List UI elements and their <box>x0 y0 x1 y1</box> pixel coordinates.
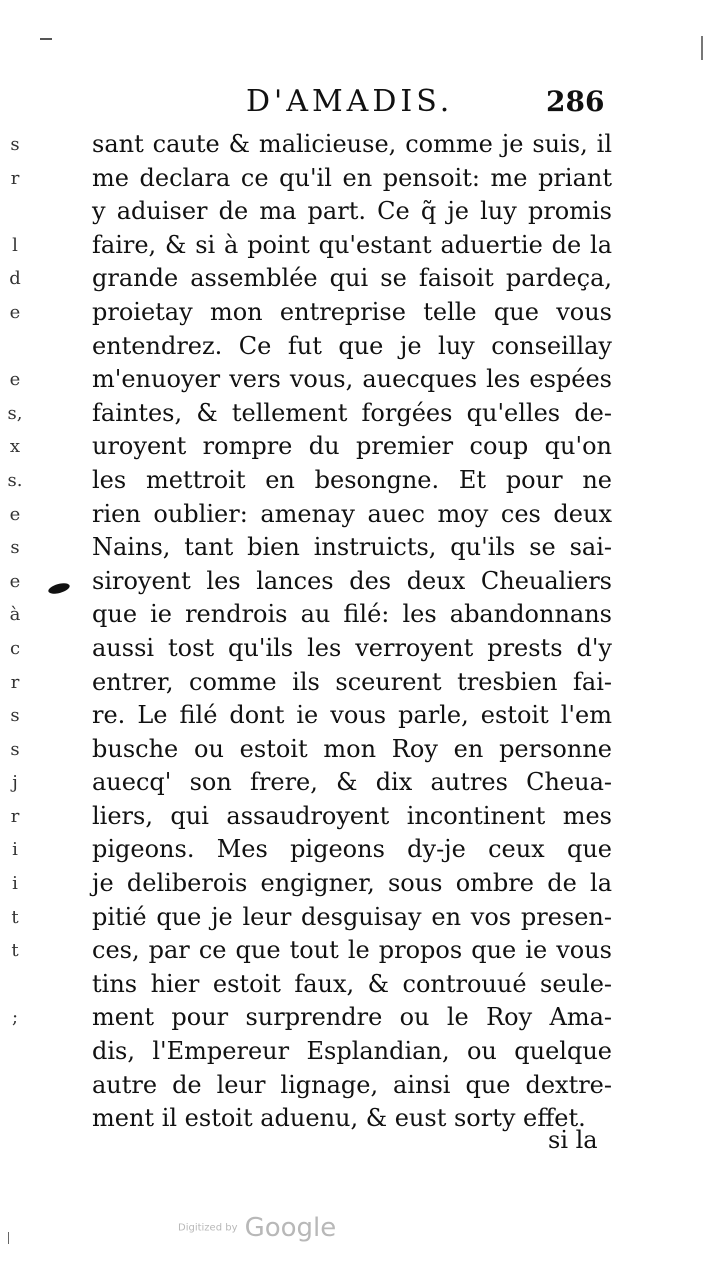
text-line: grande assemblée qui se faisoit pardeça, <box>92 264 612 293</box>
corner-mark <box>40 38 52 40</box>
margin-mark: r <box>10 167 20 189</box>
margin-mark <box>0 330 30 364</box>
text-line: les mettroit en besongne. Et pour ne <box>92 465 612 494</box>
margin-mark: s <box>10 537 20 559</box>
margin-mark: x <box>9 436 21 458</box>
watermark-digitized-label: Digitized by <box>178 1222 238 1234</box>
text-line: entrer, comme ils sceurent tresbien fai- <box>92 667 612 696</box>
margin-mark: s <box>10 134 20 155</box>
text-line: pitié que je leur desguisay en vos presen- <box>92 902 612 931</box>
margin-mark: ; <box>11 1007 19 1029</box>
google-logo: Google <box>244 1213 337 1243</box>
margin-mark <box>0 195 30 229</box>
margin-mark: i <box>12 839 18 861</box>
text-line: uroyent rompre du premier coup qu'on <box>92 432 612 461</box>
text-line: ment pour surprendre ou le Roy Ama- <box>92 1003 612 1032</box>
text-line: proietay mon entreprise telle que vous <box>92 297 612 326</box>
edge-mark <box>701 36 703 60</box>
text-line: Nains, tant bien instruicts, qu'ils se sai- <box>92 533 612 562</box>
margin-mark: e <box>9 503 21 525</box>
bottom-left-mark <box>8 1232 9 1244</box>
text-line: aussi tost qu'ils les verroyent prests d'y <box>92 633 612 662</box>
text-line: y aduiser de ma part. Ce q̃ je luy promis <box>92 197 612 226</box>
margin-mark: l <box>12 234 18 256</box>
margin-mark: s. <box>7 469 23 491</box>
text-line: sant caute & malicieuse, comme je suis, il <box>92 130 612 158</box>
text-line: faire, & si à point qu'estant aduertie de la <box>92 230 612 259</box>
margin-mark: i <box>12 873 18 895</box>
margin-mark: s, <box>7 402 23 424</box>
margin-mark: e <box>9 301 21 323</box>
text-line: liers, qui assaudroyent incontinent mes <box>92 801 612 830</box>
digitized-by-google-watermark <box>178 1213 336 1243</box>
margin-mark: c <box>9 637 21 659</box>
margin-mark <box>0 968 30 1002</box>
text-line: siroyent les lances des deux Cheualiers <box>92 566 612 595</box>
text-line: que ie rendrois au filé: les abandonnans <box>92 600 612 629</box>
text-line: dis, l'Empereur Esplandian, ou quelque <box>92 1037 612 1066</box>
text-line: tins hier estoit faux, & controuué seule- <box>92 969 612 998</box>
text-line: ment il estoit aduenu, & eust sorty effet. <box>92 1104 586 1133</box>
text-line: re. Le filé dont ie vous parle, estoit l'em <box>92 701 612 730</box>
text-line: me declara ce qu'il en pensoit: me priant <box>92 163 612 192</box>
text-line: autre de leur lignage, ainsi que dextre- <box>92 1070 612 1099</box>
body-text <box>92 128 612 1136</box>
running-head: D'AMADIS. <box>246 84 454 119</box>
margin-mark: e <box>9 570 21 592</box>
margin-mark: t <box>11 906 19 928</box>
margin-mark: t <box>11 940 19 962</box>
margin-mark: s <box>10 705 20 727</box>
margin-mark: d <box>9 268 21 290</box>
catchword: si la <box>548 1126 598 1154</box>
text-line: rien oublier: amenay auec moy ces deux <box>92 499 612 528</box>
margin-mark: s <box>10 738 20 760</box>
page-number: 286 <box>546 85 605 118</box>
margin-mark: e <box>9 369 21 391</box>
page-header <box>0 82 722 122</box>
margin-mark: j <box>12 772 18 794</box>
margin-mark: r <box>10 671 20 693</box>
text-line: je deliberois engigner, sous ombre de la <box>92 869 612 898</box>
text-line: busche ou estoit mon Roy en personne <box>92 734 612 763</box>
margin-mark: r <box>10 805 20 827</box>
ink-blot <box>47 581 71 595</box>
left-margin-bleedthrough <box>0 128 30 1035</box>
text-line: pigeons. Mes pigeons dy-je ceux que <box>92 835 612 864</box>
text-line: entendrez. Ce fut que je luy conseillay <box>92 331 612 360</box>
text-line: m'enuoyer vers vous, auecques les espées <box>92 365 612 394</box>
text-line: ces, par ce que tout le propos que ie vous <box>92 936 612 965</box>
text-line: faintes, & tellement forgées qu'elles de- <box>92 398 612 427</box>
text-line: auecq' son frere, & dix autres Cheua- <box>92 768 612 797</box>
margin-mark: à <box>9 604 21 626</box>
